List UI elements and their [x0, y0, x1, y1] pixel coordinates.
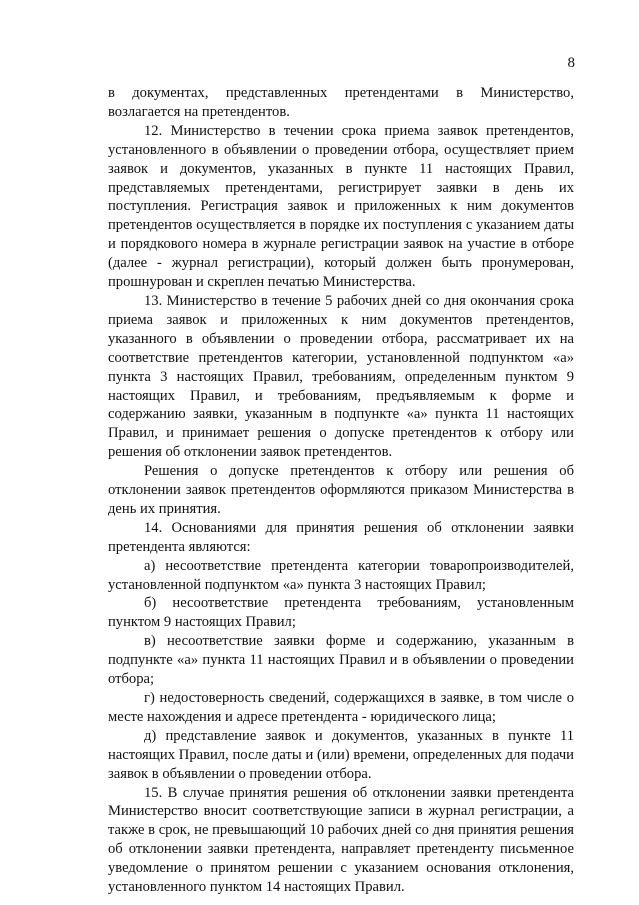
paragraph: 14. Основаниями для принятия решения об отклонении заявки претендента являются: — [108, 519, 574, 555]
paragraph: 13. Министерство в течение 5 рабочих дней со дня окончания срока приема заявок и приложенных к ним документов претендентов, указанного в объявлении о проведении отбора, рассматривает их на соответствие претендентов категории, установленной подпунктом «а» пункта 3 настоящих Правил, требованиям, определенным пунктом 9 настоящих Правил, и требованиям, предъявляемым к форме и содержанию заявки, указанным в подпункте «а» пункта 11 настоящих Правил, и принимает решения о допуске претендентов к отбору или решения об отклонении заявок претендентов. — [108, 292, 574, 461]
paragraph: 15. В случае принятия решения об отклонении заявки претендента Министерство вносит соответствующие записи в журнал регистрации, а также в срок, не превышающий 10 рабочих дней со дня принятия решения об отклонении заявки претендента, направляет претенденту письменное уведомление о принятом решении с указанием основания отклонения, установленного пунктом 14 настоящих Правил. — [108, 784, 574, 896]
paragraph: Решения о допуске претендентов к отбору или решения об отклонении заявок претендентов оформляются приказом Министерства в день их принятия. — [108, 463, 574, 517]
paragraph: а) несоответствие претендента категории товаропроизводителей, установленной подпунктом «а» пункта 3 настоящих Правил; — [108, 557, 574, 593]
paragraph: г) недостоверность сведений, содержащихся в заявке, в том числе о месте нахождения и адресе претендента - юридического лица; — [108, 690, 574, 725]
paragraph: б) несоответствие претендента требованиям, установленным пунктом 9 настоящих Правил; — [108, 595, 574, 631]
paragraph: в) несоответствие заявки форме и содержанию, указанным в подпункте «а» пункта 11 настоящих Правил и в объявлении о проведении отбора; — [108, 633, 574, 688]
paragraph: д) представление заявок и документов, указанных в пункте 11 настоящих Правил, после даты и (или) времени, определенных для подачи заявок в объявлении о проведении отбора. — [108, 727, 574, 782]
paragraph: 12. Министерство в течении срока приема заявок претендентов, установленного в объявлении о проведении отбора, осуществляет прием заявок и документов, указанных в пункте 11 настоящих Правил, представляемых претендентами, регистрирует заявки в день их поступления. Регистрация заявок и приложенных к ним документов претендентов осуществляется в порядке их поступления с указанием даты и порядкового номера в журнале регистрации заявок на участие в отборе (далее - журнал регистрации), который должен быть пронумерован, прошнурован и скреплен печатью Министерства. — [108, 122, 574, 291]
paragraph: в документах, представленных претендентами в Министерство, возлагается на претендентов. — [108, 85, 574, 120]
page-number: 8 — [567, 55, 575, 71]
document-body — [108, 84, 574, 897]
